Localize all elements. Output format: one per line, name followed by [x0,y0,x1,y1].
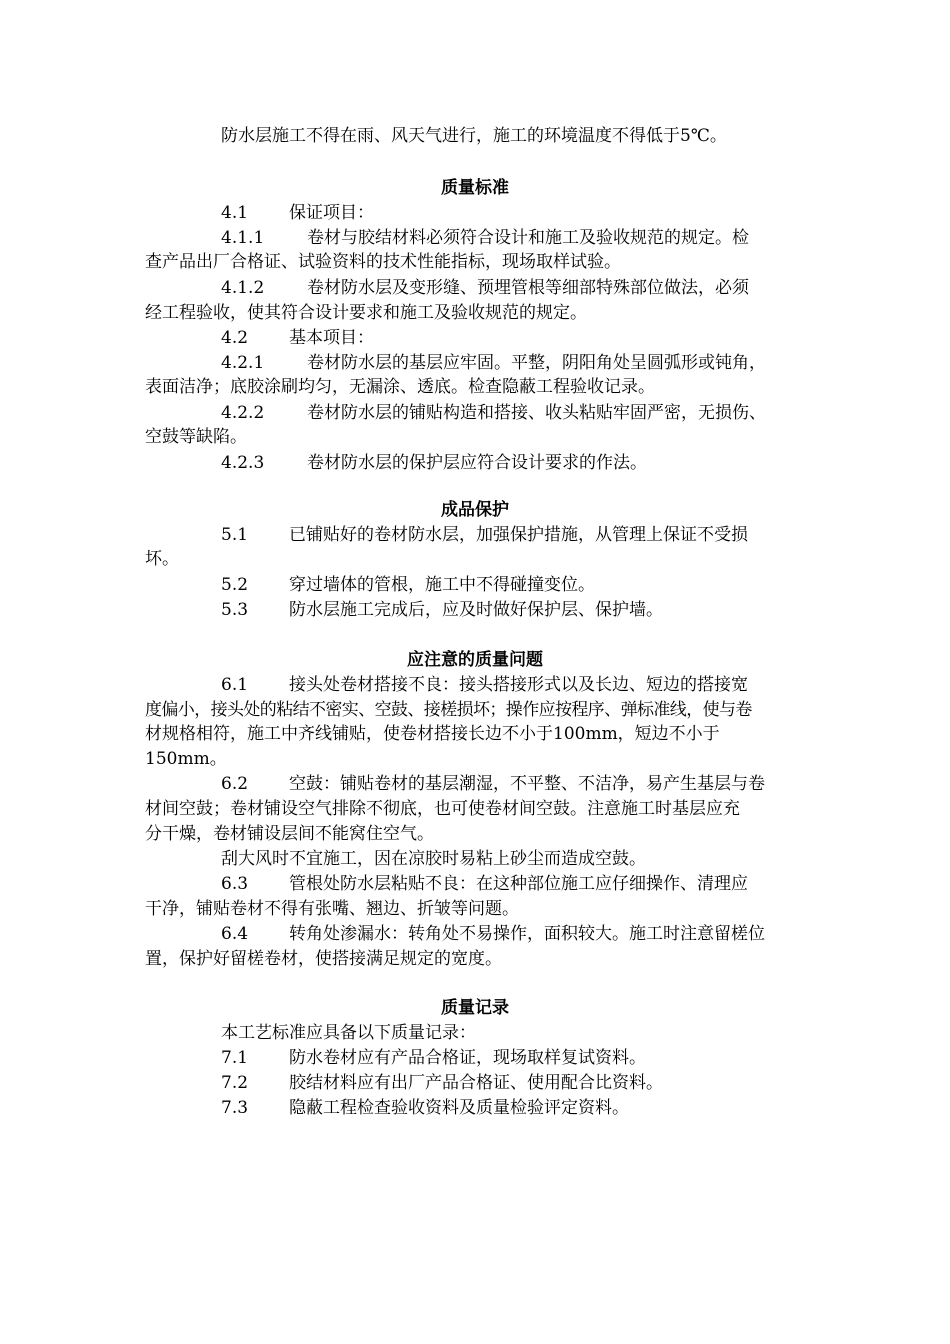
item-text: 转角处渗漏水：转角处不易操作，面积较大。施工时注意留槎位 [289,924,765,944]
item-text: 空鼓：铺贴卷材的基层潮湿，不平整、不洁净，易产生基层与卷 [289,774,765,794]
item-text: 已铺贴好的卷材防水层，加强保护措施，从管理上保证不受损 [289,525,748,545]
item-5-1 [221,523,748,547]
item-number: 5.2 [221,575,249,595]
item-number: 4.1 [221,203,249,223]
item-text: 管根处防水层粘贴不良：在这种部位施工应仔细操作、清理应 [289,874,748,894]
item-text: 穿过墙体的管根，施工中不得碰撞变位。 [289,575,595,595]
item-number: 4.2.1 [221,353,265,373]
item-4-2-1 [221,351,766,375]
item-number: 4.1.1 [221,228,265,248]
item-4-1-1 [221,226,749,250]
item-text: 卷材防水层的保护层应符合设计要求的作法。 [307,453,647,473]
item-number: 6.3 [221,874,249,894]
item-text: 隐蔽工程检查验收资料及质量检验评定资料。 [289,1098,629,1118]
item-text: 防水层施工完成后，应及时做好保护层、保护墙。 [289,600,663,620]
item-text: 卷材防水层的铺贴构造和搭接、收头粘贴牢固严密，无损伤、 [307,403,766,423]
records-intro: 本工艺标准应具备以下质量记录： [221,1023,476,1043]
item-6-2 [221,772,765,796]
item-number: 6.4 [221,924,249,944]
item-6-3 [221,872,748,896]
heading-quality-standard: 质量标准 [441,178,509,198]
item-4-2 [221,326,374,350]
item-text: 胶结材料应有出厂产品合格证、使用配合比资料。 [289,1073,663,1093]
item-4-1-2-cont: 经工程验收，使其符合设计要求和施工及验收规范的规定。 [145,303,587,323]
item-4-1 [221,201,374,225]
item-5-1-cont: 坏。 [145,549,179,569]
item-number: 4.1.2 [221,278,265,298]
item-6-1-cont-1: 度偏小，接头处的粘结不密实、空鼓、接槎损坏；操作应按程序、弹标准线，使与卷 [145,700,752,720]
item-7-3 [221,1096,629,1120]
item-6-1 [221,673,748,697]
item-5-2 [221,573,595,597]
item-number: 7.3 [221,1098,249,1118]
item-text: 卷材与胶结材料必须符合设计和施工及验收规范的规定。检 [307,228,749,248]
item-4-1-2 [221,276,749,300]
item-text: 卷材防水层及变形缝、预埋管根等细部特殊部位做法，必须 [307,278,749,298]
item-4-2-2 [221,401,766,425]
item-number: 7.2 [221,1073,249,1093]
item-number: 5.3 [221,600,249,620]
item-number: 4.2.2 [221,403,265,423]
heading-quality-records: 质量记录 [441,998,509,1018]
item-number: 6.2 [221,774,249,794]
item-4-2-2-cont: 空鼓等缺陷。 [145,427,247,447]
item-number: 5.1 [221,525,249,545]
item-6-3-cont: 干净，铺贴卷材不得有张嘴、翘边、折皱等问题。 [145,899,519,919]
item-text: 接头处卷材搭接不良：接头搭接形式以及长边、短边的搭接宽 [289,675,748,695]
item-7-2 [221,1071,663,1095]
item-6-1-cont-3: 150mm。 [145,749,227,769]
wind-note: 刮大风时不宜施工，因在凉胶时易粘上砂尘而造成空鼓。 [221,849,646,869]
item-text: 防水卷材应有产品合格证，现场取样复试资料。 [289,1048,646,1068]
heading-product-protection: 成品保护 [441,500,509,520]
item-number: 6.1 [221,675,249,695]
item-6-4 [221,922,765,946]
item-6-2-cont-2: 分干燥，卷材铺设层间不能窝住空气。 [145,824,434,844]
item-5-3 [221,598,663,622]
item-text: 基本项目： [289,328,374,348]
item-6-4-cont: 置，保护好留槎卷材，使搭接满足规定的宽度。 [145,949,502,969]
item-4-2-3 [221,451,647,475]
heading-quality-issues: 应注意的质量问题 [407,650,543,670]
item-6-2-cont-1: 材间空鼓；卷材铺设空气排除不彻底，也可使卷材间空鼓。注意施工时基层应充 [145,799,740,819]
item-4-1-1-cont: 查产品出厂合格证、试验资料的技术性能指标，现场取样试验。 [145,252,621,272]
item-number: 4.2 [221,328,249,348]
item-number: 4.2.3 [221,453,265,473]
item-text: 卷材防水层的基层应牢固。平整，阴阳角处呈圆弧形或钝角， [307,353,766,373]
intro-paragraph: 防水层施工不得在雨、风天气进行，施工的环境温度不得低于5℃。 [221,126,727,146]
item-number: 7.1 [221,1048,249,1068]
item-6-1-cont-2: 材规格相符，施工中齐线铺贴，使卷材搭接长边不小于100mm，短边不小于 [145,724,720,744]
item-text: 保证项目： [289,203,374,223]
item-4-2-1-cont: 表面洁净；底胶涂刷均匀，无漏涂、透底。检查隐蔽工程验收记录。 [145,377,655,397]
item-7-1 [221,1046,646,1070]
